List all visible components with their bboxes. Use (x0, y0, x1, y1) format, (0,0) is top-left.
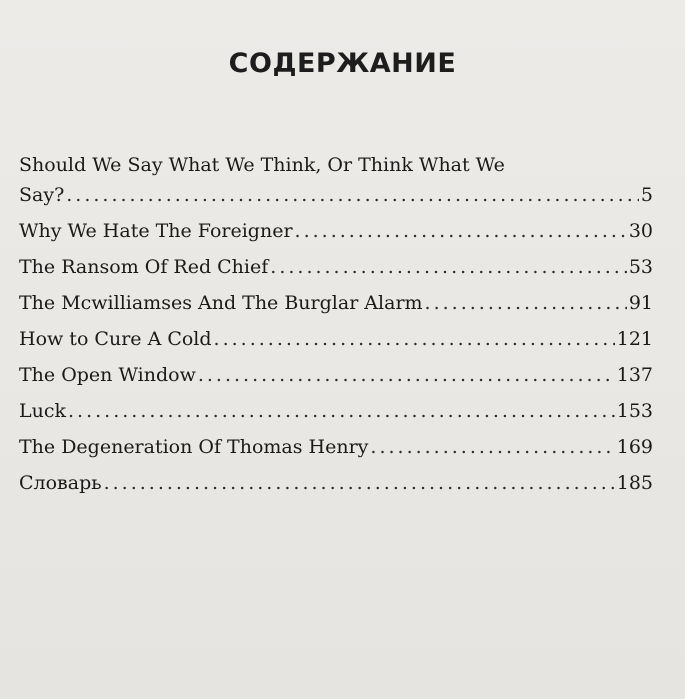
toc-leader-dots (425, 288, 627, 318)
toc-entry-line2 (19, 180, 653, 210)
toc-page-number: 121 (616, 328, 653, 350)
toc-entry (19, 324, 653, 354)
page-title: СОДЕРЖАНИЕ (228, 48, 457, 79)
toc-page-number: 30 (628, 220, 653, 242)
toc-entry-title: How to Cure A Cold (19, 328, 212, 350)
toc-entry-title: The Degeneration Of Thomas Henry (19, 436, 369, 458)
toc-leader-dots (68, 396, 615, 426)
toc-page-number: 137 (616, 364, 653, 386)
toc-entry-title: Why We Hate The Foreigner (19, 220, 293, 242)
toc-leader-dots (198, 360, 615, 390)
toc-leader-dots (214, 324, 615, 354)
toc-entry (19, 360, 653, 390)
toc-entry (19, 252, 653, 282)
toc-entry-title: The Open Window (19, 364, 196, 386)
toc-entry-title: Luck (19, 400, 67, 422)
toc-entry (19, 150, 653, 210)
toc-leader-dots (270, 252, 627, 282)
toc-leader-dots (295, 216, 627, 246)
toc-leader-dots (104, 468, 615, 498)
toc-page-number: 153 (616, 400, 653, 422)
toc-entry (19, 216, 653, 246)
toc-entry (19, 468, 653, 498)
toc-leader-dots (66, 180, 639, 210)
toc-page-number: 185 (616, 472, 653, 494)
toc-entry-title: The Mcwilliamses And The Burglar Alarm (19, 292, 423, 314)
toc-entry-title-line2: Say? (19, 184, 65, 206)
table-of-contents (19, 150, 653, 504)
toc-leader-dots (370, 432, 614, 462)
toc-entry-title: Словарь (19, 472, 102, 494)
toc-page-number: 169 (616, 436, 653, 458)
toc-entry (19, 432, 653, 462)
toc-entry-title-line1: Should We Say What We Think, Or Think What We (19, 154, 505, 176)
toc-entry (19, 396, 653, 426)
toc-entry-title: The Ransom Of Red Chief (19, 256, 269, 278)
toc-page-number: 5 (640, 184, 653, 206)
toc-entry (19, 288, 653, 318)
toc-page-number: 53 (628, 256, 653, 278)
toc-page-number: 91 (628, 292, 653, 314)
